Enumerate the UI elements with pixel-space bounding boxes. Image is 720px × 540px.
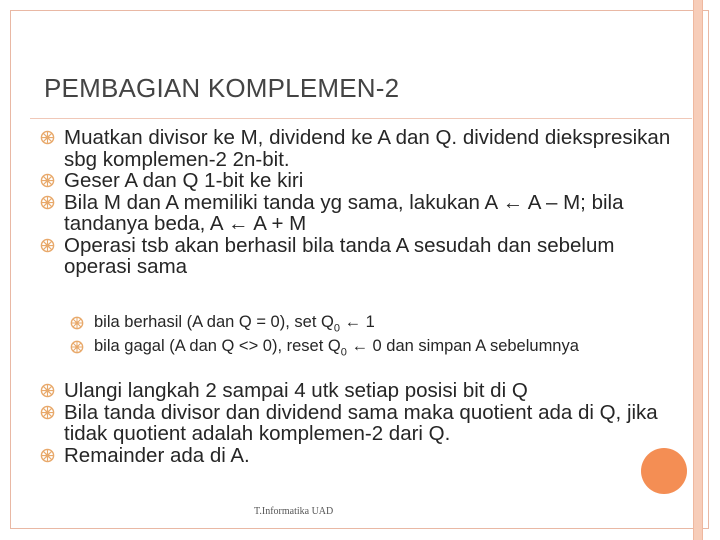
wheel-bullet-icon (40, 173, 55, 188)
wheel-bullet-icon (40, 405, 55, 420)
list-item (40, 170, 680, 192)
wheel-bullet-icon (40, 448, 55, 463)
sub-bullet-text: bila gagal (A dan Q <> 0), reset $Q_0$ ← 0 dan simpan A sebelumnya (94, 336, 579, 359)
list-item (70, 338, 670, 362)
bullet-text: Bila tanda divisor dan dividend sama maka quotient ada di Q, jika tidak quotient adalah komplemen-2 dari Q. (64, 400, 658, 445)
list-item (40, 235, 680, 278)
orange-circle-decoration (641, 448, 687, 494)
wheel-bullet-icon (70, 316, 84, 330)
list-item (40, 380, 680, 402)
slide-title: PEMBAGIAN KOMPLEMEN-2 (44, 73, 400, 103)
wheel-bullet-icon (40, 238, 55, 253)
bullet-text: Geser A dan Q 1-bit ke kiri (64, 169, 304, 192)
bullet-list-bottom (40, 380, 680, 466)
bullet-text: Remainder ada di A. (64, 443, 250, 467)
list-item (40, 402, 680, 445)
bullet-text: Ulangi langkah 2 sampai 4 utk setiap posisi bit di Q (64, 379, 528, 402)
list-item (70, 314, 670, 338)
right-decorative-bar (693, 0, 703, 540)
title-divider (30, 118, 692, 119)
sub-bullet-text: bila berhasil (A dan Q = 0), set $Q_0$ ← 1 (94, 313, 375, 335)
list-item (40, 127, 680, 170)
bullet-text: Operasi tsb akan berhasil bila tanda A sesudah dan sebelum operasi sama (64, 233, 615, 278)
wheel-bullet-icon (40, 195, 55, 210)
bullet-text: Muatkan divisor ke M, dividend ke A dan Q. dividend diekspresikan sbg komplemen-2 2n-bit. (64, 126, 671, 171)
bullet-list-top (40, 127, 680, 278)
bullet-text: Bila M dan A memiliki tanda yg sama, lakukan A ← A – M; bila tandanya beda, A ← A + M (64, 190, 624, 235)
slide-footer: T.Informatika UAD (254, 506, 334, 517)
wheel-bullet-icon (70, 340, 84, 354)
list-item (40, 445, 680, 467)
sub-bullet-list (70, 314, 670, 362)
wheel-bullet-icon (40, 130, 55, 145)
wheel-bullet-icon (40, 383, 55, 398)
list-item (40, 192, 680, 235)
